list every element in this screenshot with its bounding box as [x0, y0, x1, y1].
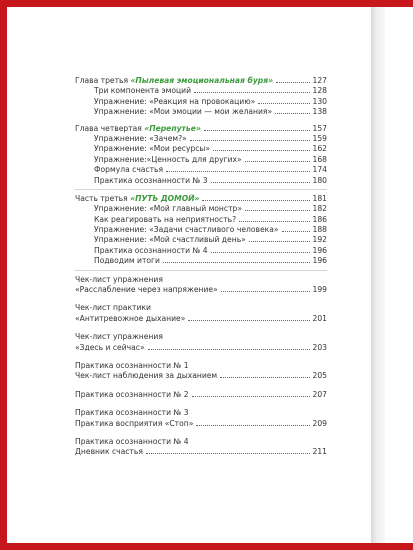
- toc-entry: [75, 176, 327, 186]
- toc-chapter-4: [75, 124, 327, 134]
- page-number: 168: [312, 154, 327, 164]
- leader-dots: [276, 76, 309, 83]
- page-number: 138: [312, 107, 327, 117]
- toc-entry: [75, 86, 327, 96]
- page-number: 188: [312, 225, 327, 235]
- leader-dots: [220, 371, 309, 378]
- entry-label: Подводим итоги: [94, 256, 160, 266]
- leader-dots: [249, 235, 310, 242]
- page-number: 159: [312, 133, 327, 143]
- leader-dots: [221, 285, 310, 292]
- leader-dots: [194, 86, 309, 93]
- entry-label: Упражнение: «Мой главный монстр»: [94, 204, 242, 214]
- entry-label-line2: Практика восприятия «Стоп»: [75, 418, 194, 428]
- entry-label: Практика осознанности № 2: [75, 389, 189, 399]
- page-number: 201: [312, 313, 327, 323]
- entry-label-line2: Дневник счастья: [75, 447, 143, 457]
- entry-label: Упражнение: «Мои эмоции — мои желания»: [94, 107, 273, 117]
- leader-dots: [148, 343, 310, 350]
- entry-label: Упражнение: «Задачи счастливого человека»: [94, 225, 279, 235]
- page-number: 192: [312, 235, 327, 245]
- leader-dots: [211, 176, 310, 183]
- toc-entry: [75, 97, 327, 107]
- toc-appendix-entry: [75, 361, 327, 382]
- page-number: 211: [312, 447, 327, 457]
- leader-dots: [190, 134, 310, 141]
- entry-label: Упражнение: «Мои ресурсы»: [94, 144, 211, 154]
- leader-dots: [166, 165, 309, 172]
- toc-entry: [75, 215, 327, 225]
- leader-dots: [239, 215, 309, 222]
- page-number: 186: [312, 214, 327, 224]
- leader-dots: [245, 204, 310, 211]
- entry-label: Упражнение: «Реакция на провокацию»: [94, 96, 256, 106]
- entry-label-line1: Практика осознанности № 4: [75, 436, 189, 446]
- entry-label-line1: Чек-лист практики: [75, 303, 151, 313]
- leader-dots: [245, 155, 310, 162]
- toc-part-3: [75, 194, 327, 204]
- chapter-prefix: Глава четвертая: [75, 123, 145, 133]
- toc-appendix-entry: [75, 408, 327, 429]
- entry-label: Формула счастья: [94, 165, 164, 175]
- leader-dots: [204, 124, 310, 131]
- toc-entry: [75, 225, 327, 235]
- chapter-title: «Перепутье»: [144, 123, 201, 133]
- entry-label-line1: Чек-лист упражнения: [75, 274, 163, 284]
- section-divider: [75, 189, 327, 190]
- toc-entry: [75, 165, 327, 175]
- entry-label: Три компонента эмоций: [94, 86, 192, 96]
- entry-label-line1: Практика осознанности № 3: [75, 408, 189, 418]
- page-number: 128: [312, 86, 327, 96]
- entry-label-line2: Чек-лист наблюдения за дыханием: [75, 371, 218, 381]
- toc-entry: [75, 134, 327, 144]
- toc-entry: [75, 204, 327, 214]
- page-number: 203: [312, 342, 327, 352]
- table-of-contents: [75, 76, 327, 458]
- page-number: 162: [312, 144, 327, 154]
- page-number: 181: [312, 193, 327, 203]
- part-title: «ПУТЬ ДОМОЙ»: [130, 193, 200, 203]
- entry-label-line1: Чек-лист упражнения: [75, 332, 163, 342]
- leader-dots: [146, 447, 310, 454]
- entry-label: Как реагировать на неприятность?: [94, 214, 237, 224]
- entry-label-line2: «Здесь и сейчас»: [75, 342, 145, 352]
- toc-appendix-entry: [75, 437, 327, 458]
- toc-entry: [75, 155, 327, 165]
- toc-chapter-3: [75, 76, 327, 86]
- page-number: 130: [312, 96, 327, 106]
- toc-appendix-entry: [75, 390, 327, 400]
- toc-appendix-entry: [75, 303, 327, 324]
- entry-label: Практика осознанности № 3: [94, 175, 208, 185]
- leader-dots: [188, 314, 309, 321]
- toc-appendix-entry: [75, 275, 327, 296]
- page-number: 207: [312, 389, 327, 399]
- leader-dots: [202, 194, 309, 201]
- leader-dots: [211, 246, 310, 253]
- toc-appendix-entry: [75, 332, 327, 353]
- chapter-title: «Пылевая эмоциональная буря»: [130, 76, 274, 85]
- toc-entry: [75, 144, 327, 154]
- page-number: 127: [312, 76, 327, 85]
- page-number: 157: [312, 123, 327, 133]
- facing-page-edge: [385, 7, 413, 543]
- page-number: 196: [312, 245, 327, 255]
- entry-label-line2: «Антитревожное дыхание»: [75, 313, 186, 323]
- book-spine-shadow: [371, 7, 385, 543]
- toc-entry: [75, 246, 327, 256]
- entry-label: Упражнение: «Зачем?»: [94, 133, 187, 143]
- part-prefix: Часть третья: [75, 193, 131, 203]
- entry-label: Упражнение: «Мой счастливый день»: [94, 235, 246, 245]
- chapter-prefix: Глава третья: [75, 76, 131, 85]
- page-number: 205: [312, 371, 327, 381]
- leader-dots: [275, 107, 309, 114]
- entry-label: Практика осознанности № 4: [94, 245, 208, 255]
- page-number: 196: [312, 256, 327, 266]
- toc-entry: [75, 256, 327, 266]
- section-divider: [75, 270, 327, 271]
- entry-label: Упражнение:«Ценность для других»: [94, 154, 242, 164]
- entry-label-line2: «Расслабление через напряжение»: [75, 285, 218, 295]
- leader-dots: [282, 225, 310, 232]
- entry-label-line1: Практика осознанности № 1: [75, 360, 189, 370]
- page-number: 199: [312, 285, 327, 295]
- leader-dots: [258, 97, 309, 104]
- page-number: 209: [312, 418, 327, 428]
- leader-dots: [163, 256, 310, 263]
- toc-entry: [75, 107, 327, 117]
- leader-dots: [213, 144, 309, 151]
- page-number: 182: [312, 204, 327, 214]
- page-number: 180: [312, 175, 327, 185]
- leader-dots: [196, 419, 309, 426]
- page-number: 174: [312, 165, 327, 175]
- toc-entry: [75, 235, 327, 245]
- leader-dots: [192, 390, 310, 397]
